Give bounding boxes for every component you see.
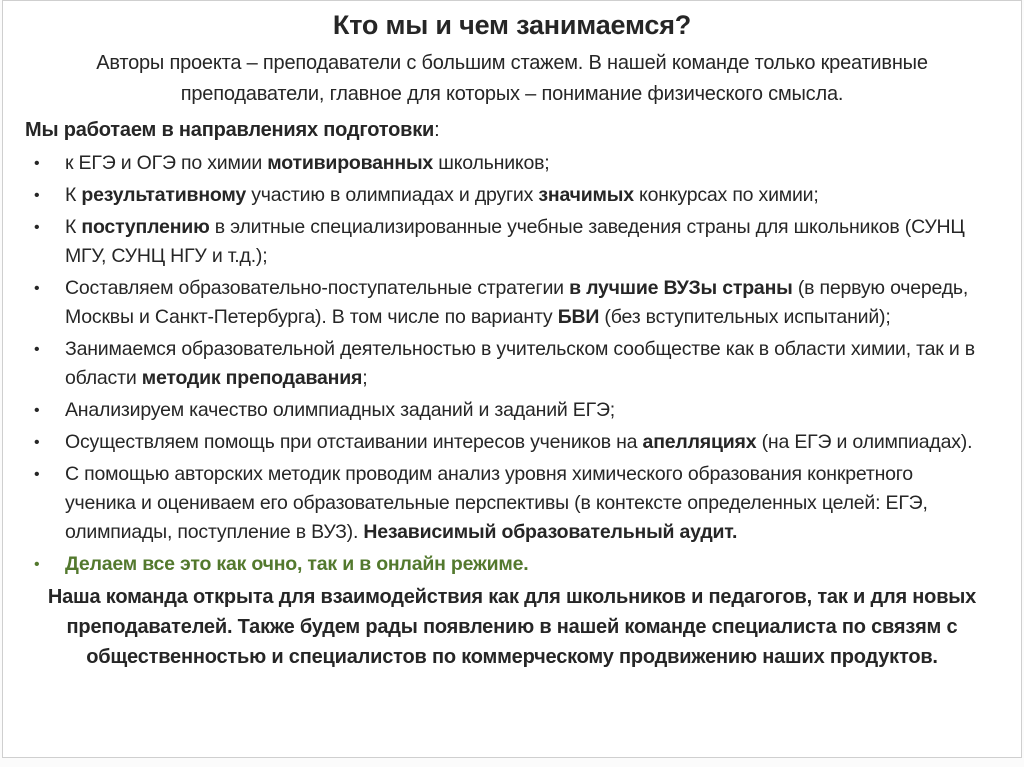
- bullet-item: [3, 149, 987, 178]
- bullet-marker: •: [34, 466, 40, 483]
- section-heading-bold: Мы работаем в направлениях подготовки: [25, 119, 435, 141]
- bullet-marker: •: [34, 556, 40, 573]
- bullet-text: к ЕГЭ и ОГЭ по химии мотивированных школьников;: [65, 152, 550, 174]
- bullet-text: С помощью авторских методик проводим анализ уровня химического образования конкретного ученика и оцениваем его образовательные перспективы (в контексте определенных целей: ЕГЭ, олимпиады, поступление в ВУЗ). Независимый образовательный аудит.: [65, 463, 928, 543]
- bullet-marker: •: [34, 341, 40, 358]
- closing-paragraph: Наша команда открыта для взаимодействия как для школьников и педагогов, так и для новых преподавателей. Также будем рады появлению в нашей команде специалиста по связям с общественностью и специалистов по коммерческому продвижению наших продуктов.: [47, 586, 977, 668]
- bullet-text: Осуществляем помощь при отстаивании интересов учеников на апелляциях (на ЕГЭ и олимпиадах).: [65, 431, 973, 453]
- slide-title: Кто мы и чем занимаемся?: [332, 10, 692, 40]
- bullet-marker: •: [34, 280, 40, 297]
- section-heading-colon: :: [434, 119, 440, 141]
- slide: [2, 0, 1022, 758]
- bullet-text: К результативному участию в олимпиадах и других значимых конкурсах по химии;: [65, 184, 819, 206]
- bullet-text: Делаем все это как очно, так и в онлайн режиме.: [65, 553, 529, 575]
- bullet-list: [3, 149, 987, 579]
- bullet-item: [3, 181, 987, 210]
- bullet-marker: •: [34, 219, 40, 236]
- bullet-item: [3, 213, 987, 271]
- bullet-text: Занимаемся образовательной деятельностью в учительском сообществе как в области химии, так и в области методик преподавания;: [65, 338, 975, 389]
- bullet-text: К поступлению в элитные специализированные учебные заведения страны для школьников (СУНЦ МГУ, СУНЦ НГУ и т.д.);: [65, 216, 965, 267]
- bullet-item: [3, 460, 987, 547]
- bullet-item: [3, 335, 987, 393]
- bullet-text: Составляем образовательно-поступательные стратегии в лучшие ВУЗы страны (в первую очередь, Москвы и Санкт-Петербурга). В том числе по варианту БВИ (без вступительных испытаний);: [65, 277, 969, 328]
- bullet-marker: •: [34, 434, 40, 451]
- section-heading: [25, 116, 991, 145]
- bullet-marker: •: [34, 187, 40, 204]
- bullet-item: [3, 274, 987, 332]
- slide-subtitle: Авторы проекта – преподаватели с большим стажем. В нашей команде только креативные преподаватели, главное для которых – понимание физического смысла.: [96, 52, 928, 105]
- bullet-marker: •: [34, 402, 40, 419]
- bullet-item: [3, 428, 987, 457]
- bullet-text: Анализируем качество олимпиадных заданий и заданий ЕГЭ;: [65, 399, 616, 421]
- bullet-item: [3, 550, 987, 579]
- bullet-item: [3, 396, 987, 425]
- bullet-marker: •: [34, 155, 40, 172]
